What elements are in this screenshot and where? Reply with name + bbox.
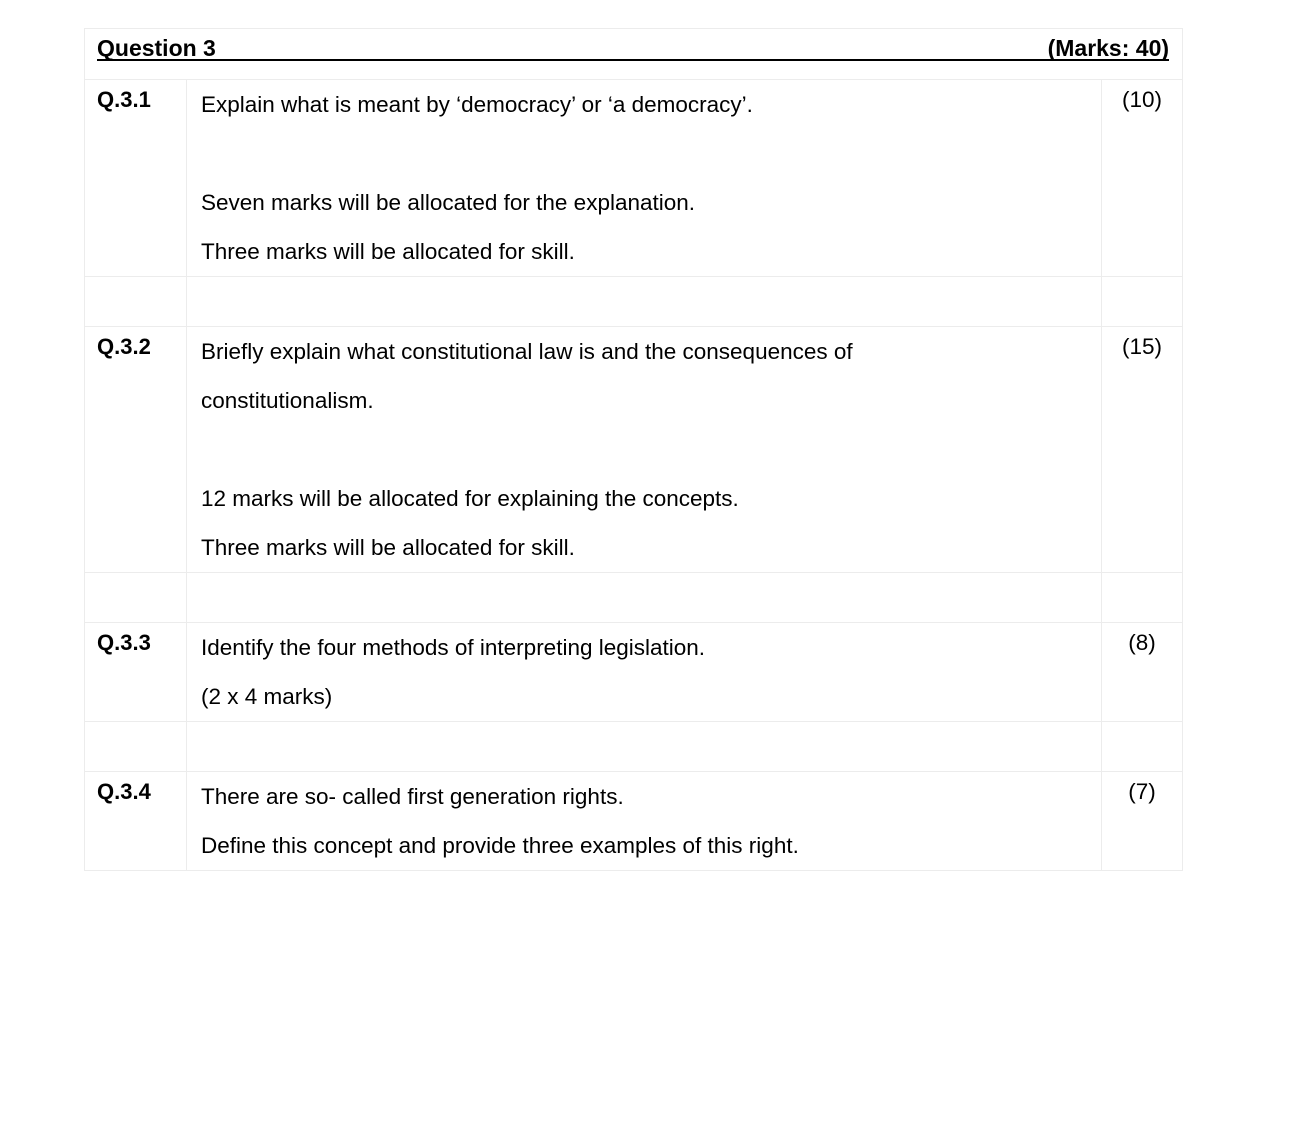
question-line: Seven marks will be allocated for the explanation. <box>201 190 696 215</box>
question-line: Three marks will be allocated for skill. <box>201 535 575 560</box>
question-text <box>187 80 1102 277</box>
question-line: Briefly explain what constitutional law is and the consequences of <box>201 339 853 364</box>
question-line: Identify the four methods of interpreting legislation. <box>201 635 706 660</box>
question-number: Q.3.3 <box>85 623 187 722</box>
spacer-row <box>85 277 1183 327</box>
question-line: There are so- called first generation rights. <box>201 784 624 809</box>
question-line: Define this concept and provide three examples of this right. <box>201 833 799 858</box>
question-marks: (7) <box>1102 772 1183 871</box>
spacer-row <box>85 573 1183 623</box>
question-row-3-3 <box>85 623 1183 722</box>
question-line: (2 x 4 marks) <box>201 684 333 709</box>
question-line: constitutionalism. <box>201 388 374 413</box>
question-table <box>84 28 1183 871</box>
question-number: Q.3.1 <box>85 80 187 277</box>
question-number: Q.3.4 <box>85 772 187 871</box>
question-number: Q.3.2 <box>85 327 187 573</box>
question-marks: (10) <box>1102 80 1183 277</box>
question-row-3-2 <box>85 327 1183 573</box>
header-row <box>85 29 1183 80</box>
question-line: 12 marks will be allocated for explaining the concepts. <box>201 486 739 511</box>
question-marks: (8) <box>1102 623 1183 722</box>
question-text <box>187 772 1102 871</box>
question-row-3-1 <box>85 80 1183 277</box>
question-sheet <box>84 28 1182 871</box>
header-underline <box>97 59 1169 61</box>
total-marks: (Marks: 40) <box>1047 35 1170 61</box>
question-line: Explain what is meant by ‘democracy’ or ‘a democracy’. <box>201 92 753 117</box>
question-marks: (15) <box>1102 327 1183 573</box>
question-text <box>187 623 1102 722</box>
question-text <box>187 327 1102 573</box>
spacer-row <box>85 722 1183 772</box>
question-row-3-4 <box>85 772 1183 871</box>
question-line: Three marks will be allocated for skill. <box>201 239 575 264</box>
question-title: Question 3 <box>97 35 216 61</box>
